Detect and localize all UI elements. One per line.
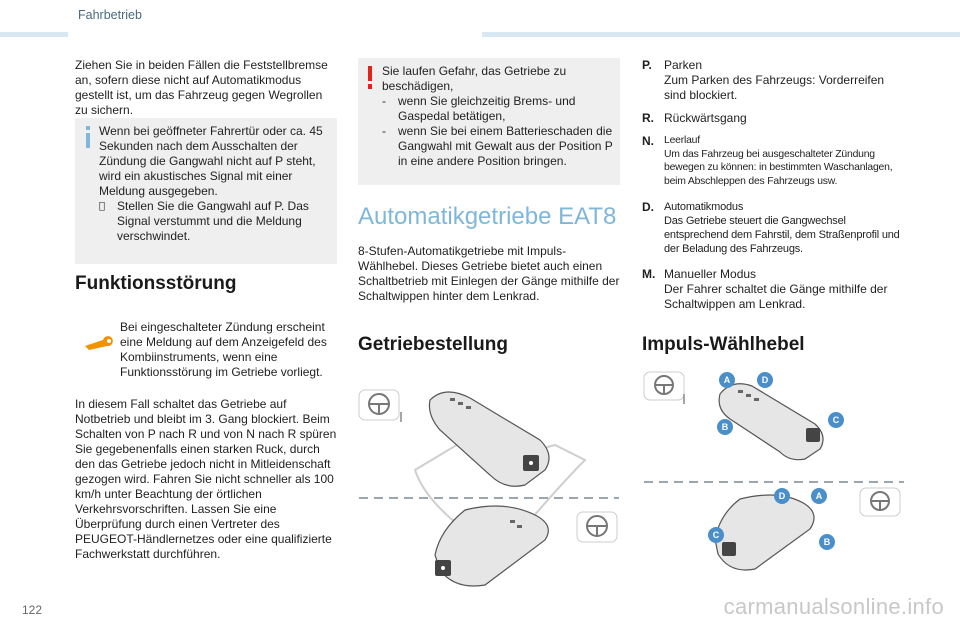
info-box-text: Wenn bei geöffneter Fahrertür oder ca. 45 Sekunden nach dem Ausschalten der Zündung die Gangwahl nicht auf P steht, wird ein akustisches Signal mit einer Meldung ausgegeben. <box>99 124 323 198</box>
list-item: - wenn Sie gleichzeitig Brems- und Gaspedal betätigen, <box>382 94 576 123</box>
intro-paragraph: Ziehen Sie in beiden Fällen die Feststellbremse an, sofern diese nicht auf Automatikmodus gestellt ist, um das Fahrzeug gegen Wegrollen zu sichern. <box>75 58 328 117</box>
section-header: Fahrbetrieb <box>78 8 142 22</box>
watermark: carmanualsonline.info <box>723 594 944 619</box>
callout-d: D <box>761 375 769 385</box>
callout-c-lower: C <box>712 530 720 540</box>
position-item-n: N. Leerlauf Um das Fahrzeug bei ausgeschalteter Zündung bewegen zu können: in bestimmten Waschanlagen, beim Abschleppen des Fahrzeugs usw. <box>642 134 893 187</box>
steering-wheel-icon <box>359 390 399 420</box>
gear-position-title: Getriebestellung <box>358 334 508 355</box>
info-box <box>75 118 337 264</box>
wrench-icon <box>83 334 115 352</box>
position-item-m: M. Manueller Modus Der Fahrer schaltet die Gänge mithilfe der Schaltwippen am Lenkrad. <box>642 267 888 312</box>
warning-box <box>358 58 620 185</box>
impulse-selector-illustration <box>640 364 908 584</box>
callout-b-lower: B <box>823 537 831 547</box>
position-list <box>642 58 904 312</box>
callout-b: B <box>721 422 729 432</box>
gear-selector-illustration <box>355 380 623 600</box>
bullet-mark <box>99 199 117 244</box>
warning-box-list <box>382 94 616 169</box>
eat8-title: Automatikgetriebe EAT8 <box>358 203 617 230</box>
malfunction-body: In diesem Fall schaltet das Getriebe auf Notbetrieb und bleibt im 3. Gang blockiert. Beim Schalten von P nach R und von N nach R spüren Sie gegebenenfalls einen starken Ruck, durch den das Getriebe jedoch nicht in Mitleidenschaft gezogen wird. Fahren Sie nicht schneller als 100 km/h unter Beachtung der örtlichen Verkehrsvorschriften. Lassen Sie eine Überprüfung durch einen Vertreter des PEUGEOT-Händlernetzes oder eine qualifizierte Fachwerkstatt durchführen. <box>75 397 337 561</box>
page-number: 122 <box>22 603 43 617</box>
callout-a-lower: A <box>815 491 823 501</box>
position-item-p: P. Parken Zum Parken des Fahrzeugs: Vorderreifen sind blockiert. <box>642 58 885 102</box>
warning-box-intro: Sie laufen Gefahr, das Getriebe zu beschädigen, <box>382 64 567 93</box>
eat8-body: 8-Stufen-Automatikgetriebe mit Impuls-Wählhebel. Dieses Getriebe bietet auch einen Schaltbetrieb mit Einlegen der Gänge mithilfe der Schaltwippen hinter dem Lenkrad. <box>358 244 620 303</box>
impulse-selector-title: Impuls-Wählhebel <box>642 334 805 355</box>
list-item: - wenn Sie bei einem Batterieschaden die Gangwahl mit Gewalt aus der Position P in eine andere Position bringen. <box>382 124 613 168</box>
position-item-d: D. Automatikmodus Das Getriebe steuert die Gangwechsel entsprechend dem Fahrstil, dem Straßenprofil und der Beladung des Fahrzeugs. <box>642 200 900 256</box>
header-bar-left <box>0 32 68 37</box>
callout-d-lower: D <box>778 491 786 501</box>
position-item-r: R. Rückwärtsgang <box>642 111 747 125</box>
header-bar-right <box>482 32 960 37</box>
info-icon <box>83 126 93 148</box>
callout-c: C <box>832 415 840 425</box>
warning-icon <box>366 66 374 90</box>
steering-wheel-icon <box>644 372 684 400</box>
info-box-bullet <box>99 199 329 244</box>
malfunction-title: Funktionsstörung <box>75 273 237 294</box>
info-box-bullet-text: Stellen Sie die Gangwahl auf P. Das Signal verstummt und die Meldung verschwindet. <box>117 199 309 243</box>
callout-a: A <box>723 375 731 385</box>
malfunction-warning: Bei eingeschalteter Zündung erscheint eine Meldung auf dem Anzeigefeld des Kombiinstruments, wenn eine Funktionsstörung im Getriebe vorliegt. <box>120 320 327 379</box>
